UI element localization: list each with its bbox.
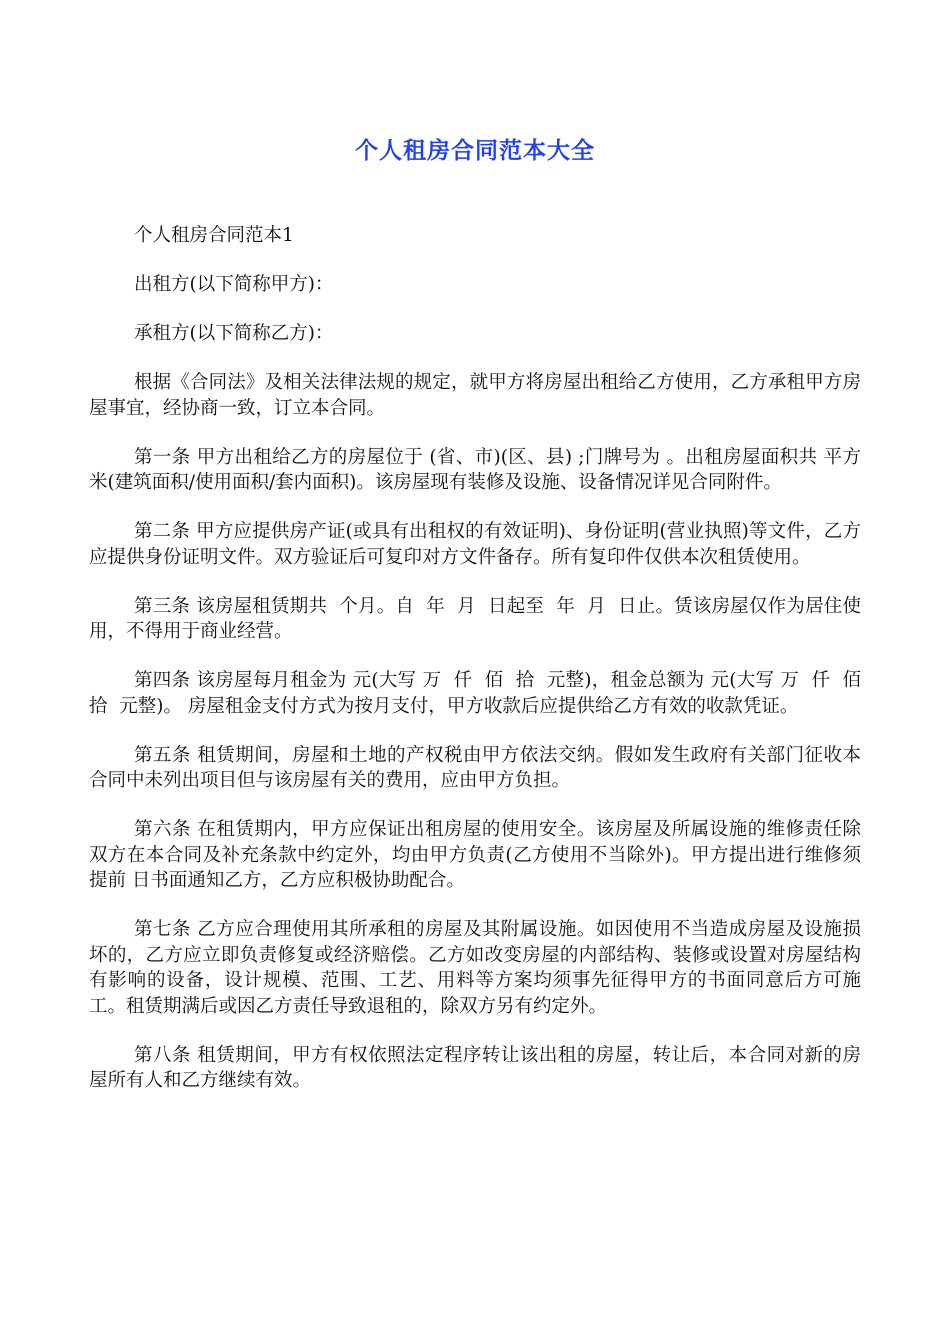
paragraph-article-5: 第五条 租赁期间，房屋和土地的产权税由甲方依法交纳。假如发生政府有关部门征收本合同中未列出项目但与该房屋有关的费用，应由甲方负担。 — [89, 744, 861, 791]
paragraph-article-7: 第七条 乙方应合理使用其所承租的房屋及其附属设施。如因使用不当造成房屋及设施损坏的，乙方应立即负责修复或经济赔偿。乙方如改变房屋的内部结构、装修或设置对房屋结构有影响的设备，设计规模、范围、工艺、用料等方案均须事先征得甲方的书面同意后方可施工。租赁期满后或因乙方责任导致退租的，除双方另有约定外。 — [89, 919, 861, 1017]
paragraph-preamble: 根据《合同法》及相关法律法规的规定，就甲方将房屋出租给乙方使用，乙方承租甲方房屋事宜，经协商一致，订立本合同。 — [89, 372, 861, 419]
paragraph-article-8: 第八条 租赁期间，甲方有权依照法定程序转让该出租的房屋，转让后，本合同对新的房屋所有人和乙方继续有效。 — [89, 1044, 861, 1091]
paragraph-article-6: 第六条 在租赁期内，甲方应保证出租房屋的使用安全。该房屋及所属设施的维修责任除双方在本合同及补充条款中约定外，均由甲方负责(乙方使用不当除外)。甲方提出进行维修须提前 日书面通知乙方，乙方应积极协助配合。 — [89, 819, 861, 891]
paragraph-heading: 个人租房合同范本1 — [134, 225, 294, 246]
paragraph-lessor: 出租方(以下简称甲方)： — [134, 274, 334, 295]
paragraph-article-2: 第二条 甲方应提供房产证(或具有出租权的有效证明)、身份证明(营业执照)等文件，乙方应提供身份证明文件。双方验证后可复印对方文件备存。所有复印件仅供本次租赁使用。 — [89, 521, 861, 568]
paragraph-article-1: 第一条 甲方出租给乙方的房屋位于 (省、市)(区、县) ;门牌号为 。出租房屋面积共 平方米(建筑面积/使用面积/套内面积)。该房屋现有装修及设施、设备情况详见合同附件。 — [89, 446, 861, 493]
paragraph-article-4: 第四条 该房屋每月租金为 元(大写 万 仟 佰 拾 元整)，租金总额为 元(大写 万 仟 佰 拾 元整)。 房屋租金支付方式为按月支付，甲方收款后应提供给乙方有效的收款凭证。 — [89, 670, 873, 717]
paragraph-article-3: 第三条 该房屋租赁期共 个月。自 年 月 日起至 年 月 日止。赁该房屋仅作为居住使用，不得用于商业经营。 — [89, 595, 861, 642]
document-title: 个人租房合同范本大全 — [355, 138, 595, 164]
paragraph-lessee: 承租方(以下简称乙方)： — [134, 323, 334, 344]
document-body — [89, 223, 873, 1117]
